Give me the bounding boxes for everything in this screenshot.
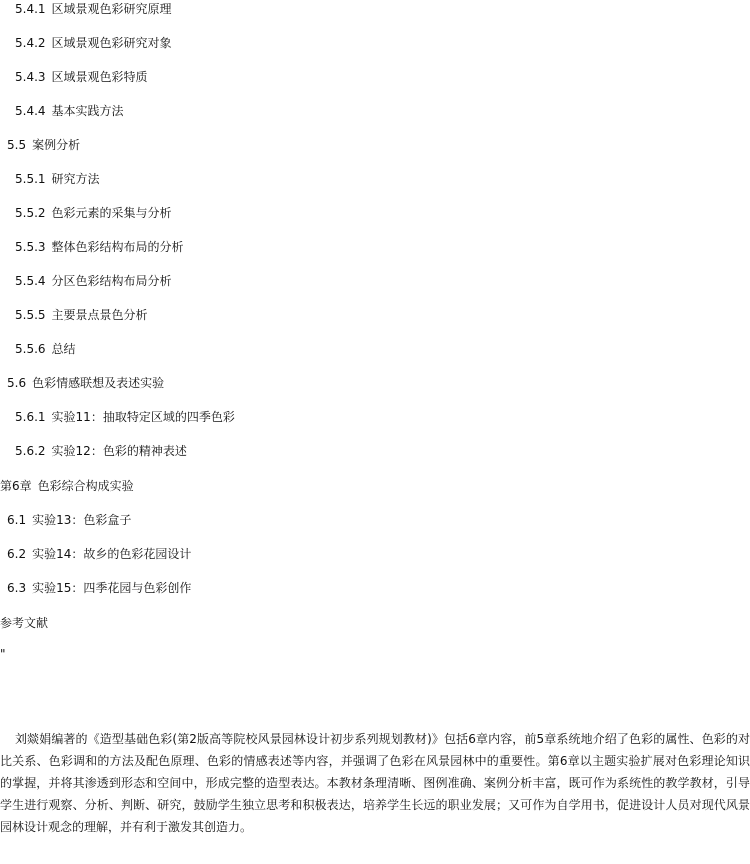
toc-title: 基本实践方法 <box>51 104 124 118</box>
toc-number: 5.4.2 <box>15 36 46 50</box>
toc-number: 5.5 <box>7 138 27 152</box>
toc-number: 5.4.3 <box>15 70 46 84</box>
toc-entry-5-4-2 <box>15 34 172 52</box>
toc-entry-5-4-4 <box>15 102 124 120</box>
toc-title: 主要景点景色分析 <box>51 308 148 322</box>
toc-title: 区域景观色彩研究对象 <box>51 36 172 50</box>
toc-number: 5.5.1 <box>15 172 46 186</box>
toc-title: 色彩元素的采集与分析 <box>51 206 172 220</box>
toc-number: 第6章 <box>0 479 32 493</box>
toc-number: 5.6 <box>7 376 27 390</box>
toc-entry-5-5-3 <box>15 238 184 256</box>
toc-title: 案例分析 <box>32 138 81 152</box>
toc-title: 研究方法 <box>51 172 100 186</box>
toc-entry-5-5-4 <box>15 272 172 290</box>
toc-number: 5.5.6 <box>15 342 46 356</box>
toc-entry-5-5-5 <box>15 306 148 324</box>
toc-title: 实验12：色彩的精神表述 <box>51 444 187 458</box>
toc-number: 6.3 <box>7 581 27 595</box>
toc-title: 整体色彩结构布局的分析 <box>51 240 184 254</box>
toc-title: 实验14：故乡的色彩花园设计 <box>32 547 192 561</box>
toc-number: 5.5.4 <box>15 274 46 288</box>
toc-title: 实验15：四季花园与色彩创作 <box>32 581 192 595</box>
toc-title: 色彩情感联想及表述实验 <box>32 376 165 390</box>
toc-title: 参考文献 <box>0 616 49 630</box>
toc-number: 5.4.1 <box>15 2 46 16</box>
toc-number: 6.2 <box>7 547 27 561</box>
toc-entry-5-4-1 <box>15 0 172 18</box>
toc-entry-6-1 <box>7 511 131 529</box>
toc-title: 实验11：抽取特定区域的四季色彩 <box>51 410 235 424</box>
toc-entry-5-4-3 <box>15 68 148 86</box>
toc-entry-5-5-6 <box>15 340 76 358</box>
toc-number: 5.6.1 <box>15 410 46 424</box>
stray-quote-mark: " <box>0 647 6 661</box>
toc-number: 5.4.4 <box>15 104 46 118</box>
toc-entry-5-5-1 <box>15 170 100 188</box>
toc-entry-5-6 <box>7 374 164 392</box>
toc-entry-chapter-6 <box>0 477 134 495</box>
toc-entry-references <box>0 614 48 632</box>
toc-title: 分区色彩结构布局分析 <box>51 274 172 288</box>
toc-title: 总结 <box>51 342 76 356</box>
toc-title: 实验13：色彩盒子 <box>32 513 132 527</box>
toc-title: 区域景观色彩特质 <box>51 70 148 84</box>
toc-entry-5-6-2 <box>15 442 187 460</box>
toc-number: 5.5.2 <box>15 206 46 220</box>
toc-number: 5.5.3 <box>15 240 46 254</box>
toc-number: 5.5.5 <box>15 308 46 322</box>
book-summary-paragraph: 刘燚娟编著的《造型基础色彩(第2版高等院校风景园林设计初步系列规划教材)》包括6章内容，前5章系统地介绍了色彩的属性、色彩的对比关系、色彩调和的方法及配色原理、色彩的情感表述等内容，并强调了色彩在风景园林中的重要性。第6章以主题实验扩展对色彩理论知识的掌握，并将其渗透到形态和空间中，形成完整的造型表达。本教材条理清晰、图例准确、案例分析丰富，既可作为系统性的教学教材，引导学生进行观察、分析、判断、研究，鼓励学生独立思考和积极表达，培养学生长远的职业发展；又可作为自学用书，促进设计人员对现代风景园林设计观念的理解，并有利于激发其创造力。 <box>0 732 750 834</box>
toc-entry-6-3 <box>7 579 191 597</box>
toc-title: 区域景观色彩研究原理 <box>51 2 172 16</box>
toc-entry-5-6-1 <box>15 408 235 426</box>
toc-number: 5.6.2 <box>15 444 46 458</box>
toc-entry-5-5-2 <box>15 204 172 222</box>
toc-number: 6.1 <box>7 513 27 527</box>
toc-entry-5-5 <box>7 136 80 154</box>
toc-title: 色彩综合构成实验 <box>37 479 134 493</box>
toc-entry-6-2 <box>7 545 191 563</box>
